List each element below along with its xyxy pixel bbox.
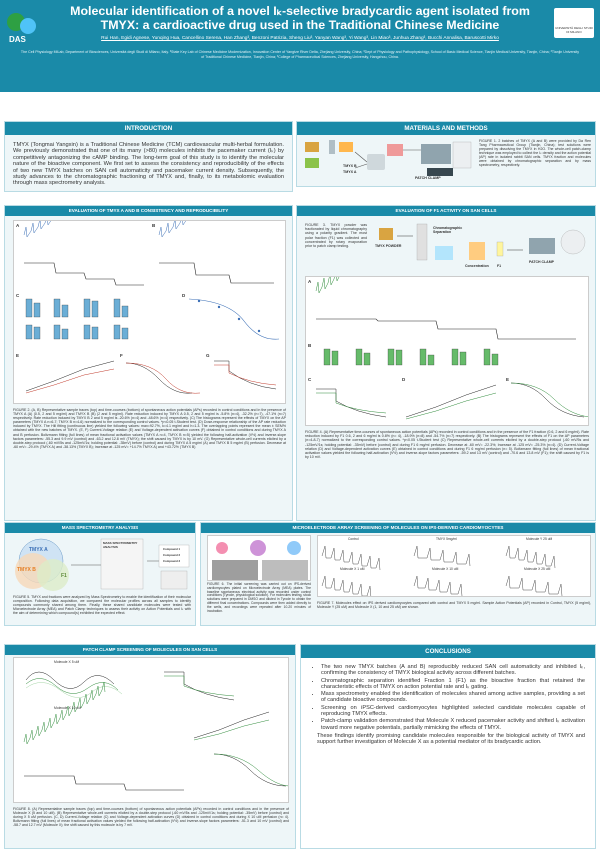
venn-tmyx-b: TMYX B: [17, 567, 36, 573]
figure-5-caption: FIGURE 5. TMYX and fractions were analyzed by Mass Spectrometry to enable the identification of their molecular composition. Following data acquisition, we compared the molecular profiles across all samples to identify compounds commonly shared among them. Finally, these shared candidate molecules were tested with Microelectrode Array (MEA) and Patch Clamp techniques to assess their activity on Action Potentials and Iₖ with the aim of determining which compound(s) exhibited the expected effect.: [13, 595, 191, 615]
label-tmyx-powder: TMYX POWDER: [375, 244, 402, 248]
conclusion-item: • Screening on iPSC-derived cardiomyocytes highlighted selected candidate molecules capable of reproducing TMYX effects.: [321, 705, 585, 718]
venn-f1: F1: [61, 573, 67, 579]
section-patch-clamp: [4, 644, 296, 849]
section-mass-spectrometry: [4, 522, 196, 626]
panel-a: A: [16, 223, 20, 228]
f1-panel-a: A: [308, 279, 312, 284]
figure-6-caption: FIGURE 6. The initial screening was carried out on IPS-derived cardiomyocytes plated on Microelectrode Array (MEA) plates. The baseline spontaneous electrical activity was recorded under control conditions (Tyrode, physiological solution). For molecules testing, stock solutions were prepared in DMSO and diluted in Tyrode to obtain the different final concentrations. Compounds were then added directly to the wells, and recordings were repeated after 10-20 minutes of incubation.: [207, 582, 311, 613]
section-evaluation-ab: [4, 205, 293, 521]
conclusion-item: • Mass spectrometry enabled the identification of molecules shared among active samples, providing a set of candidate bioactive compounds.: [321, 691, 585, 704]
logo-left: [4, 8, 44, 48]
university-logo: UNIVERSITÀ DEGLI STUDI DI MILANO: [554, 8, 594, 38]
evaluation-f1-heading: EVALUATION OF F1 ACTIVITY ON SAN CELLS: [297, 206, 595, 216]
legend-compound-2: Compound 2: [163, 553, 181, 557]
conclusion-item: • Chromatographic separation identified Fraction 1 (F1) as the bioactive fraction that retained the characteristic effects of TMYX on action potential rate and Iₖ gating.: [321, 678, 585, 691]
f1-panel-c: C: [308, 377, 312, 382]
figure-1: [303, 138, 473, 184]
section-evaluation-f1: [296, 205, 596, 521]
introduction-text: TMYX (Tongmai Yangxin) is a Traditional Chinese Medicine (TCM) cardiovascular multi-herbal formulation. We previously demonstrated that one of its many (>80) molecules inhibits the pacemaker current (Iₖ) by competitively antagonizing the cAMP binding. The long-term goal of this study is to identify the molecular nature of the bioactive component. We first set to assess the consistency and reproducibility of the effects of two new TMYX batches on SAN cell automaticity and pacemaker current density. Subsequently, the study advances to the chromatographic fractioning of TMYX and, finally, to its metabolomic evaluation through mass spectrometry analysis.: [13, 142, 284, 187]
label-patch-clamp: PATCH CLAMP: [415, 176, 441, 180]
methods-heading: MATERIALS AND METHODS: [297, 122, 595, 135]
patch-label-x5: Molecule X 5 uM: [54, 660, 80, 664]
figure-8-caption: FIGURE 8. (A) Representative sample traces (top) and time-courses (bottom) of spontaneous action potentials (APs) recorded in control conditions and in the presence of Molecule X (5 and 10 uM). (B) Representative whole-cell currents elicited by a double-step protocol (-60 mV/5s and -125mV/1s; holding potential: -35mV) before (control) and during X 5 uM perfusion. (C, D) Current-Voltage relation (C) and Voltage-dependent activation curves (D) obtained in control conditions and during X 10 uM perfusion (n= 4). Boltzmann fitting (full lines) of mean fractional activation values yielded the following half-activation (V½) and inverse-slope factors parameters: -51.3 and 10 mV (control) and -58.7 and 12.7 mV (Molecule X); the shift caused by this molecule is by 7 mV.: [13, 807, 289, 828]
label-patch-clamp-f1: PATCH CLAMP: [529, 260, 554, 264]
figure-1-caption: FIGURE 1. 2 batches of TMYX (A and B) were provided by Da Ren Tang Pharmaceutical Group (Tianjin, China); test solutions were prepared by dissolving the TMYX in H2O. The whole-cell patch-clamp technique was employed to collect the Iₖ density and the action potential (AP) rate in isolated rabbit SAN cells. TMYX fraction and molecules were obtained by chromatographic separation and by mass spectrometry, respectively.: [479, 139, 591, 167]
mea-title-molecule-x-1: Molecule X 1 uM: [340, 567, 365, 571]
figure-3-caption: FIGURE 3. TMYX powder was fractionated by liquid chromatography using a polarity gradient. The most polar fraction (F1) was collected and concentrated by rotary evaporation prior to patch clamp testing.: [305, 223, 367, 249]
mass-center-label: MASS SPECTROMETRY ANALYSIS: [103, 541, 138, 549]
figure-8: [13, 657, 289, 803]
venn-diagram: [11, 535, 191, 593]
figure-5: [11, 535, 191, 593]
mea-title-tmyx: TMYX 5mg/ml: [436, 537, 457, 541]
f1-panel-b: B: [308, 343, 312, 348]
evaluation-ab-heading: EVALUATION OF TMYX A AND B CONSISTENCY AND REPRODUCIBILITY: [5, 206, 292, 216]
patch-heading: PATCH CLAMP SCREENING OF MOLECULES ON SAN CELLS: [5, 645, 295, 655]
mea-title-molecule-x-25: Molecule X 25 uM: [524, 567, 551, 571]
label-f1: F1: [497, 264, 502, 268]
label-concentration: Concentration: [465, 264, 489, 268]
figure-2-graphics: [14, 221, 286, 404]
mea-title-molecule-x-10: Molecule X 10 uM: [432, 567, 459, 571]
panel-g: G: [206, 353, 210, 358]
panel-e: E: [16, 353, 20, 358]
panel-d: D: [182, 293, 186, 298]
panel-f: F: [120, 353, 123, 358]
conclusions-closing: These findings identify promising candidate molecules responsible for the biological activity of TMYX and support further investigation of Molecule X as a potential mediator of its bradycardic action.: [317, 732, 585, 746]
mass-heading: MASS SPECTROMETRY ANALYSIS: [5, 523, 195, 533]
figure-2: [13, 220, 286, 404]
figure-7-caption: FIGURE 7. Molecules effect on IPS derived cardiomyocytes compared with control and TMYX 5 mg/ml. Sample Action Potentials (AP) recorded in Control, TMYX (5 mg/ml), Molecule Y (25 uM) and Molecule X (1, 10 and 25 uM) are shown.: [317, 601, 591, 610]
mea-title-control: Control: [348, 537, 359, 541]
mea-heading: MICROELECTRODE ARRAY SCREENING OF MOLECULES ON IPS-DERIVED CARDIOMYOCYTES: [201, 523, 595, 533]
conclusion-item: • The two new TMYX batches (A and B) reproducibly reduced SAN cell automaticity and inhibited Iₖ, confirming the consistency of TMYX biological activity across different batches.: [321, 664, 585, 677]
authors: Rui Han, Egidi Agnese, Yunqing Hua, Cancellino Serena, Han Zhang³, Benzoni Patrizia, Sheng Liu³, Yanyan Wang³, Yi Wang³, Lin Miao³, Junhua Zhang³, Bucchi Annalisa, Baruscotti Mirko: [101, 36, 499, 41]
svg-text:DAS: DAS: [9, 35, 26, 44]
label-tmyx-a: TMYX A: [343, 170, 357, 174]
panel-b: B: [152, 223, 156, 228]
conclusions-heading: CONCLUSIONS: [301, 645, 595, 658]
label-tmyx-b: TMYX B: [343, 164, 357, 168]
conclusions-body: [301, 661, 595, 746]
f1-panel-e: E: [506, 377, 510, 382]
poster-header: [0, 0, 600, 92]
figure-4: [305, 276, 589, 426]
figure-7: [317, 535, 591, 597]
f1-panel-d: D: [402, 377, 406, 382]
poster-title: Molecular identification of a novel Iₖ-selective bradycardic agent isolated from TMYX: a cardioactive drug used in the Traditional Chinese Medicine: [70, 4, 530, 32]
figure-2-caption: FIGURE 2. (A, B) Representative sample traces (top) and time-courses (bottom) of spontaneous action potentials (APs) recorded in control conditions and in the presence of TMYX A (A) (0.5, 2 and 5 mg/ml) and TMYX B (B) (2 and 5 mg/ml). Rate reduction induced by TMYX A 0.5, 2 and 5 mg/ml is -5.8% (n=4), -32.2% (n=7), -47.1% (n=7) respectively. Rate reduction induced by TMYX B 2 and 5 mg/ml is -20.6% (n=4) and -48.6% (n=4) respectively. (C) The histograms represent the effects of TMYX on the AP parameters (TMYX A n=6-7; TMYX B n=4-6) normalized to the corresponding control values. *p<0.05 t-Student test. (D) Dose-response relationship of the AP rate reduction induced by TMYX. The Hill fitting (continuous line) yielded the following values: max=92.7%, k=4.1 mg/ml and h=1.3. The overlapping points represent the mean ± SEM% obtained with the new batches of TMYX. (E, F) Current-Voltage relation (E) and Voltage-dependent activation curves (F) obtained in control conditions and during TMYX A and B perfusion. Boltzmann fitting (full lines) of mean fractional activation values (TMYX A n=4, TMYX B n=5) yielded the following half-activation (V½) and inverse-slope factors parameters: -55.3 and 9.9 mV (control) and -63.2 and 12.8 mV (TMYX); the shift caused by TMYX is by 10 mV. (G) Representative whole-cell currents elicited by a double-step protocol (-60 mV/5s and -125mV/1s; holding potential: -35mV) before (control) and during TMYX A 5 mg/ml (A) and TMYX B 5 mg/ml (B) perfusion. Decrease at -60 mV= -29.4% (TMYX A) and -38.13% (TMYX B); Increase at -125 mV= +14.7% TMYX A) and +43.72% (TMYX B): [13, 408, 286, 449]
figure-4-caption: FIGURE 4. (A) Representative time-courses of spontaneous action potentials (APs) recorded in control conditions and in the presence of the F1 fraction (0.6, 2 and 6 mg/ml). Rate reduction induced by F1 0.6, 2 and 6 mg/ml is 0.8% (n= 4), -18.9% (n=8) and -54.7% (n=7) respectively. (B) The histograms represent the effects of F1 on the AP parameters (n=4-8-7) normalized to the corresponding control values. *p<0.05 t-Student test (C) Representative whole-cell currents elicited by a double-step protocol (-60 mV/5s and -125mV/1s; holding potential: -35mV) before (control) and during F1 6 mg/ml perfusion. Decrease at -60 mV= -22.3%; Increase at -125 mV= -25.3% (n=4). (D) Current-Voltage relation (D) and Voltage-dependent activation curves (E) obtained in control conditions and during F1 6 mg/ml perfusion (n= 5). Boltzmann fitting (full lines) of mean fractional activation values yielded the following half-activation (V½) and inverse-slope factors parameters: -59.2 and 13 mV (control) and -70.6 and 13.8 mV (F1); the shift caused by F1 is by 10 mV.: [305, 430, 589, 460]
venn-tmyx-a: TMYX A: [29, 547, 48, 553]
figure-3: [373, 222, 589, 272]
label-chromatographic: Chromatographic Separation: [433, 226, 463, 234]
patch-label-x10: Molecule X 10 uM: [54, 706, 82, 710]
legend-compound-3: Compound 3: [163, 559, 181, 563]
panel-c: C: [16, 293, 20, 298]
figure-4-graphics: [306, 277, 589, 426]
section-introduction: [4, 121, 293, 192]
figure-8-graphics: [14, 658, 289, 803]
section-methods: [296, 121, 596, 187]
legend-compound-1: Compound 1: [163, 547, 181, 551]
figure-1-diagram: [303, 138, 473, 184]
mea-title-molecule-y: Molecule Y 25 uM: [526, 537, 553, 541]
section-mea: [200, 522, 596, 626]
introduction-heading: INTRODUCTION: [5, 122, 292, 135]
conclusion-item: • Patch-clamp validation demonstrated that Molecule X reduced pacemaker activity and shifted Iₖ activation toward more negative potentials, partially mimicking the effects of TMYX.: [321, 718, 585, 731]
affiliations: The Cell Physiology MiLab, Department of Biosciences, Università degli Studi di Milano, Italy. ³State Key Lab of Chinese Medicine Modernization, Innovation Center of Yangtze River Delta, Zhejiang University, China; ³Dept of Physiology and Pathophysiology, School of Basic Medical Science, Tianjin Medical University, Tianjin, China; ³Tianjin University of Traditional Chinese Medicine, Tianjin, China; ³College of Pharmaceutical Sciences, Zhejiang University, Hangzhou, China.: [20, 50, 580, 59]
mea-setup-diagram: [208, 536, 311, 581]
section-conclusions: [300, 644, 596, 849]
figure-6: [207, 535, 311, 581]
